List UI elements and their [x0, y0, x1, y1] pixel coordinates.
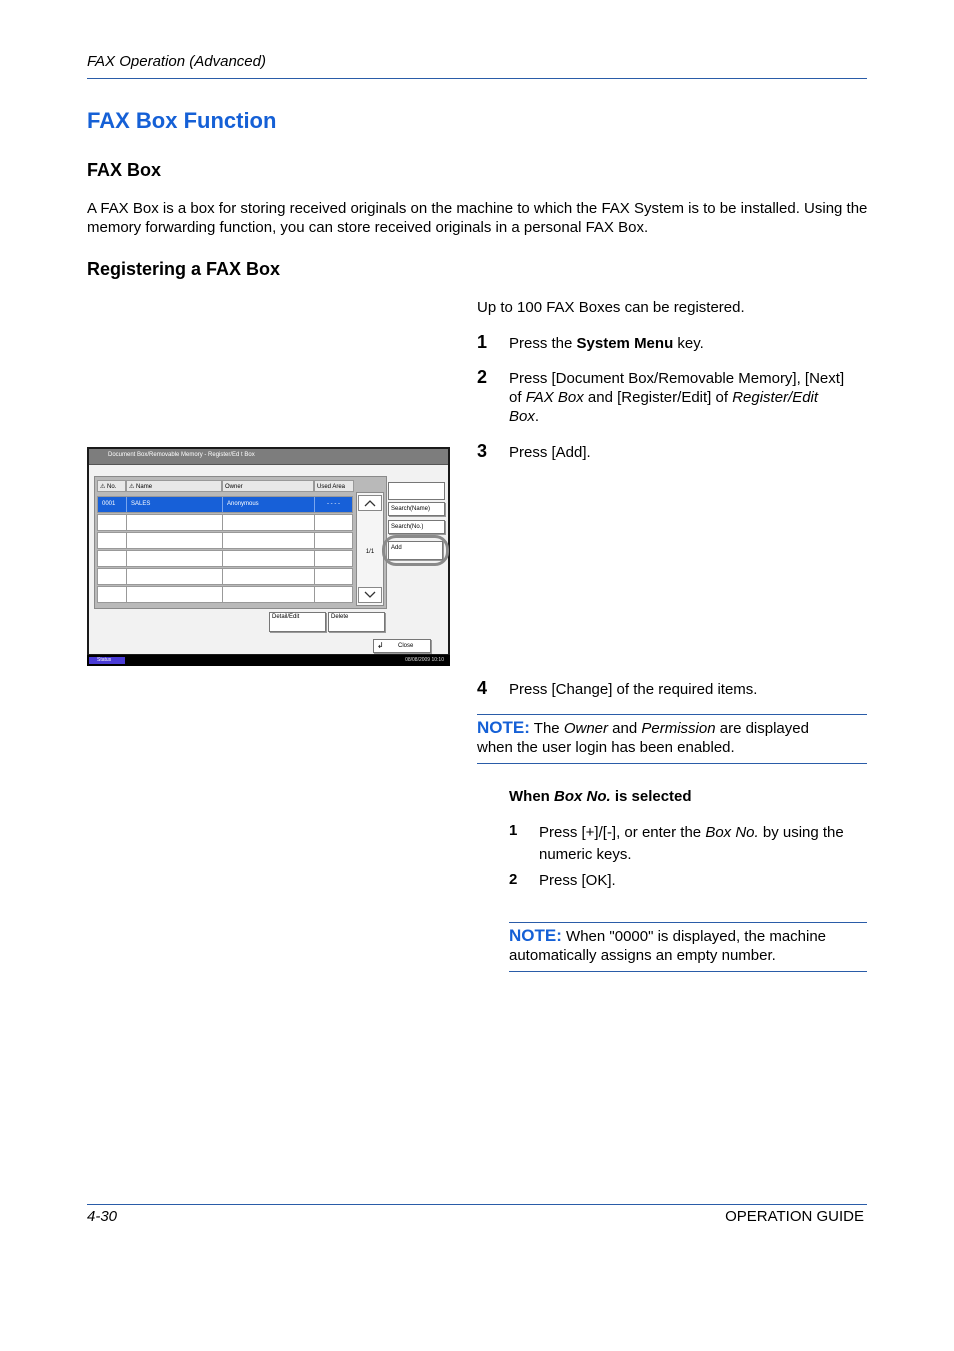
chevron-up-icon	[364, 499, 376, 507]
close-button[interactable]	[373, 639, 431, 653]
cell	[127, 533, 223, 548]
page-number: 4-30	[87, 1208, 118, 1225]
screen-title: Document Box/Removable Memory - Register/Ed t Box	[108, 452, 255, 458]
header-rule	[87, 78, 867, 79]
step-4-text: Press [Change] of the required items.	[509, 681, 758, 698]
note-2: NOTE: When "0000" is displayed, the machine automatically assigns an empty number.	[509, 926, 827, 964]
chevron-down-icon	[364, 591, 376, 599]
sub-step-1-number: 1	[509, 822, 518, 839]
table-row-empty[interactable]	[97, 514, 353, 531]
detail-edit-button[interactable]: Detail/Edit	[269, 612, 326, 632]
step-1-number: 1	[477, 332, 488, 352]
cell	[223, 533, 315, 548]
cell	[223, 587, 315, 602]
search-name-button[interactable]: Search(Name)	[388, 502, 445, 516]
table-row-empty[interactable]	[97, 568, 353, 585]
datetime: 08/08/2009 10:10	[405, 657, 444, 663]
table-row-empty[interactable]	[97, 532, 353, 549]
step-2-text: Press [Document Box/Removable Memory], [Next] of FAX Box and [Register/Edit] of Register/Edit Box.	[509, 370, 845, 425]
step-4-number: 4	[477, 678, 488, 698]
cell	[127, 551, 223, 566]
table-row-empty[interactable]	[97, 550, 353, 567]
table-row[interactable]	[97, 496, 353, 513]
cell	[98, 533, 127, 548]
col-header-owner: Owner	[222, 480, 314, 492]
step-2-number: 2	[477, 367, 488, 387]
note-1-bottom-rule	[477, 763, 867, 764]
scroll-down-button[interactable]	[358, 587, 382, 603]
cell	[98, 569, 127, 584]
cell	[223, 551, 315, 566]
close-label: Close	[398, 643, 414, 649]
intro-paragraph: A FAX Box is a box for storing received originals on the machine to which the FAX System is to be installed. Using the memory forwarding function, you can store received originals in a personal FAX Box.	[87, 200, 868, 236]
step-1-text: Press the System Menu key.	[509, 335, 704, 352]
cell	[98, 587, 127, 602]
cell	[223, 515, 315, 530]
cell	[127, 569, 223, 584]
cell-used-area: - - - -	[327, 501, 340, 507]
col-header-no[interactable]: ⚠ No.	[97, 480, 126, 492]
running-header: FAX Operation (Advanced)	[87, 53, 266, 70]
search-no-button[interactable]: Search(No.)	[388, 520, 445, 534]
cell	[98, 515, 127, 530]
delete-button[interactable]: Delete	[328, 612, 385, 632]
highlight-ring	[382, 535, 449, 566]
return-arrow-icon: ↲	[377, 641, 384, 650]
table-row-empty[interactable]	[97, 586, 353, 603]
panel-screenshot	[87, 447, 450, 666]
scroll-column	[356, 492, 384, 606]
sub-step-2-number: 2	[509, 871, 518, 888]
screen-titlebar	[89, 449, 448, 465]
page-indicator: 1/1	[365, 549, 375, 555]
col-header-name[interactable]: ⚠ Name	[126, 480, 222, 492]
footer-rule	[87, 1204, 867, 1205]
note-1-top-rule	[477, 714, 867, 715]
cell	[127, 587, 223, 602]
section-title: FAX Box	[87, 160, 162, 180]
scroll-up-button[interactable]	[358, 495, 382, 511]
cell-owner: Anonymous	[223, 497, 315, 512]
guide-title: OPERATION GUIDE	[725, 1208, 864, 1225]
cell	[127, 515, 223, 530]
lead-text: Up to 100 FAX Boxes can be registered.	[477, 299, 745, 316]
cell-name: SALES	[127, 497, 223, 512]
step-3-text: Press [Add].	[509, 444, 591, 461]
sub-step-2-text: Press [OK].	[539, 872, 616, 889]
box-no-heading: When Box No. is selected	[509, 788, 692, 805]
note-2-top-rule	[509, 922, 867, 923]
step-3-number: 3	[477, 441, 488, 461]
note-2-bottom-rule	[509, 971, 867, 972]
subsection-title: Registering a FAX Box	[87, 259, 281, 279]
note-1: NOTE: The Owner and Permission are displayed when the user login has been enabled.	[477, 718, 809, 756]
cell	[98, 551, 127, 566]
sub-step-1-text: Press [+]/[-], or enter the Box No. by using the numeric keys.	[539, 824, 844, 863]
cell-no: 0001	[98, 497, 127, 512]
col-header-used-area: Used Area	[314, 480, 354, 492]
add-button[interactable]: Add	[388, 541, 443, 560]
page-title: FAX Box Function	[87, 108, 277, 133]
box-list-panel	[94, 476, 387, 609]
status-button[interactable]: Status	[89, 657, 125, 664]
screen-body	[89, 449, 448, 654]
cell	[223, 569, 315, 584]
status-bar	[87, 655, 450, 666]
search-field-box	[388, 482, 445, 500]
